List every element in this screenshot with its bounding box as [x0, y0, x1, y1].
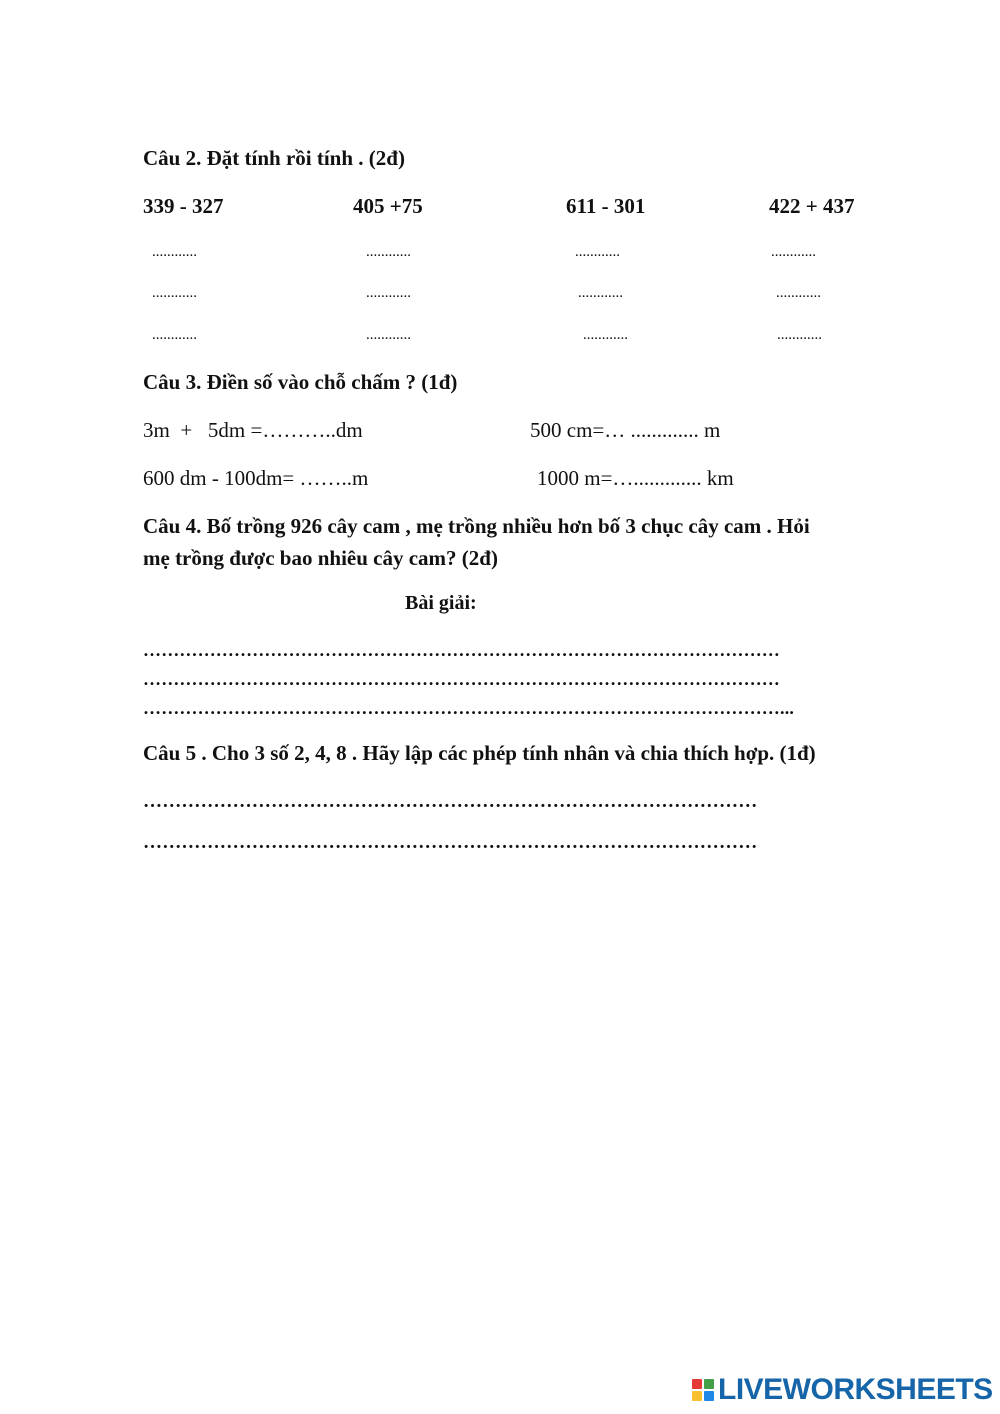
q4-solution-label: Bài giải: [405, 592, 477, 614]
liveworksheets-logo-icon [692, 1379, 714, 1401]
logo-tile [692, 1379, 702, 1389]
q2-answer-dots: ............ [776, 285, 821, 301]
q2-answer-dots: ............ [152, 285, 197, 301]
q4-answer-line: ……………………………………………………………………………………………... [143, 698, 795, 718]
q3-item-3: 600 dm - 100dm= ……..m [143, 466, 369, 490]
q2-answer-dots: ............ [777, 327, 822, 343]
q3-title: Câu 3. Điền số vào chỗ chấm ? (1đ) [143, 370, 458, 394]
q2-answer-dots: ............ [771, 244, 816, 260]
q3-item-1: 3m + 5dm =………..dm [143, 418, 363, 442]
logo-tile [704, 1379, 714, 1389]
q3-item-4: 1000 m=…............. km [537, 466, 734, 490]
q2-title: Câu 2. Đặt tính rồi tính . (2đ) [143, 146, 405, 170]
q3-item-2: 500 cm=… ............. m [530, 418, 721, 442]
q2-expression-2: 405 +75 [353, 194, 423, 218]
q2-answer-dots: ............ [152, 244, 197, 260]
logo-tile [692, 1391, 702, 1401]
q5-answer-line: …………………………………………………………………………………… [143, 832, 758, 853]
q5-answer-line: …………………………………………………………………………………… [143, 791, 758, 812]
q4-question-line-2: mẹ trồng được bao nhiêu cây cam? (2đ) [143, 546, 498, 570]
q2-answer-dots: ............ [366, 244, 411, 260]
q2-answer-dots: ............ [575, 244, 620, 260]
q2-answer-dots: ............ [366, 327, 411, 343]
q2-answer-dots: ............ [578, 285, 623, 301]
q4-answer-line: …………………………………………………………………………………………… [143, 669, 780, 689]
q2-expression-3: 611 - 301 [566, 194, 646, 218]
q4-answer-line: …………………………………………………………………………………………… [143, 640, 780, 660]
q2-answer-dots: ............ [366, 285, 411, 301]
q5-title: Câu 5 . Cho 3 số 2, 4, 8 . Hãy lập các phép tính nhân và chia thích hợp. (1đ) [143, 741, 816, 765]
q2-expression-4: 422 + 437 [769, 194, 855, 218]
liveworksheets-watermark [692, 1374, 993, 1406]
logo-tile [704, 1391, 714, 1401]
q2-answer-dots: ............ [583, 327, 628, 343]
q4-question-line-1: Câu 4. Bố trồng 926 cây cam , mẹ trồng nhiều hơn bố 3 chục cây cam . Hỏi [143, 514, 810, 538]
q2-answer-dots: ............ [152, 327, 197, 343]
watermark-text: LIVEWORKSHEETS [718, 1373, 993, 1406]
q2-expression-1: 339 - 327 [143, 194, 224, 218]
